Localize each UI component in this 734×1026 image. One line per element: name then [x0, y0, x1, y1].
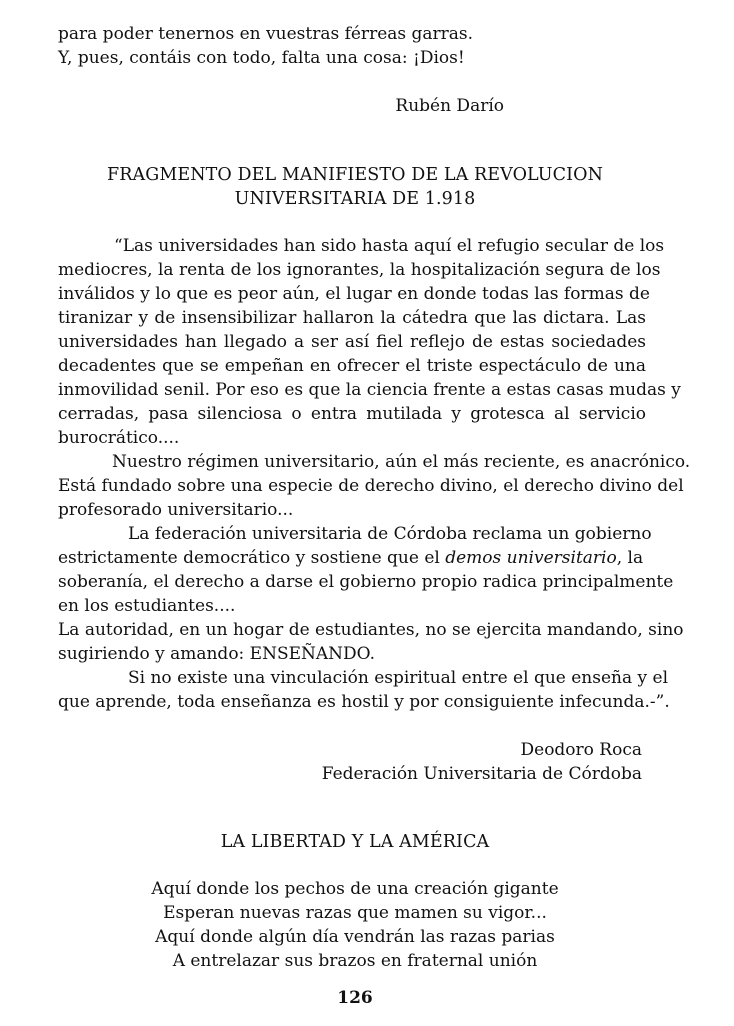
poem-line: para poder tenernos en vuestras férreas garras. [58, 24, 474, 44]
paragraph-line: universidades han llegado a ser así fiel reflejo de estas sociedades [58, 332, 646, 352]
section-title: UNIVERSITARIA DE 1.918 [234, 189, 476, 209]
poem-line: A entrelazar sus brazos en fraternal unión [172, 951, 538, 971]
paragraph-line: en los estudiantes.... [58, 596, 236, 616]
signature-organization: Federación Universitaria de Córdoba [321, 764, 642, 784]
poem-line: Esperan nuevas razas que mamen su vigor... [163, 903, 547, 923]
page-number: 126 [337, 988, 373, 1008]
paragraph-line: burocrático.... [58, 428, 180, 448]
paragraph-line: Si no existe una vinculación espiritual entre el que enseña y el [128, 668, 669, 688]
paragraph-line: La autoridad, en un hogar de estudiantes, no se ejercita mandando, sino [58, 620, 684, 640]
paragraph-line: La federación universitaria de Córdoba reclama un gobierno [128, 524, 652, 544]
paragraph-line: sugiriendo y amando: ENSEÑANDO. [58, 644, 376, 664]
poem-line: Aquí donde los pechos de una creación gigante [151, 879, 559, 899]
paragraph-line: “Las universidades han sido hasta aquí el refugio secular de los [114, 236, 665, 256]
paragraph-line: Está fundado sobre una especie de derecho divino, el derecho divino del [58, 476, 684, 496]
paragraph-text: , la [616, 548, 644, 568]
paragraph-line: profesorado universitario... [58, 500, 294, 520]
paragraph-line: decadentes que se empeñan en ofrecer el triste espectáculo de una [58, 356, 646, 376]
paragraph-text: estrictamente democrático y sostiene que el [58, 548, 446, 568]
poem-line: Aquí donde algún día vendrán las razas parias [155, 927, 555, 947]
signature-name: Deodoro Roca [520, 740, 642, 760]
section-title: LA LIBERTAD Y LA AMÉRICA [220, 832, 490, 852]
paragraph-line: inválidos y lo que es peor aún, el lugar en donde todas las formas de [58, 284, 650, 304]
poem-author: Rubén Darío [395, 96, 504, 116]
paragraph-line: inmovilidad senil. Por eso es que la ciencia frente a estas casas mudas y [58, 380, 681, 400]
poem-line: Y, pues, contáis con todo, falta una cosa: ¡Dios! [58, 48, 465, 68]
paragraph-line: tiranizar y de insensibilizar hallaron la cátedra que las dictara. Las [58, 308, 646, 328]
paragraph-line: cerradas, pasa silenciosa o entra mutilada y grotesca al servicio [58, 404, 646, 424]
paragraph-line: que aprende, toda enseñanza es hostil y por consiguiente infecunda.-”. [58, 692, 670, 712]
paragraph-line: mediocres, la renta de los ignorantes, la hospitalización segura de los [58, 260, 661, 280]
paragraph-line [58, 546, 642, 570]
paragraph-line: soberanía, el derecho a darse el gobierno propio radica principalmente [58, 572, 674, 592]
italic-term: demos universitario [445, 548, 617, 568]
paragraph-line: Nuestro régimen universitario, aún el más reciente, es anacrónico. [112, 452, 691, 472]
section-title: FRAGMENTO DEL MANIFIESTO DE LA REVOLUCION [107, 165, 603, 185]
